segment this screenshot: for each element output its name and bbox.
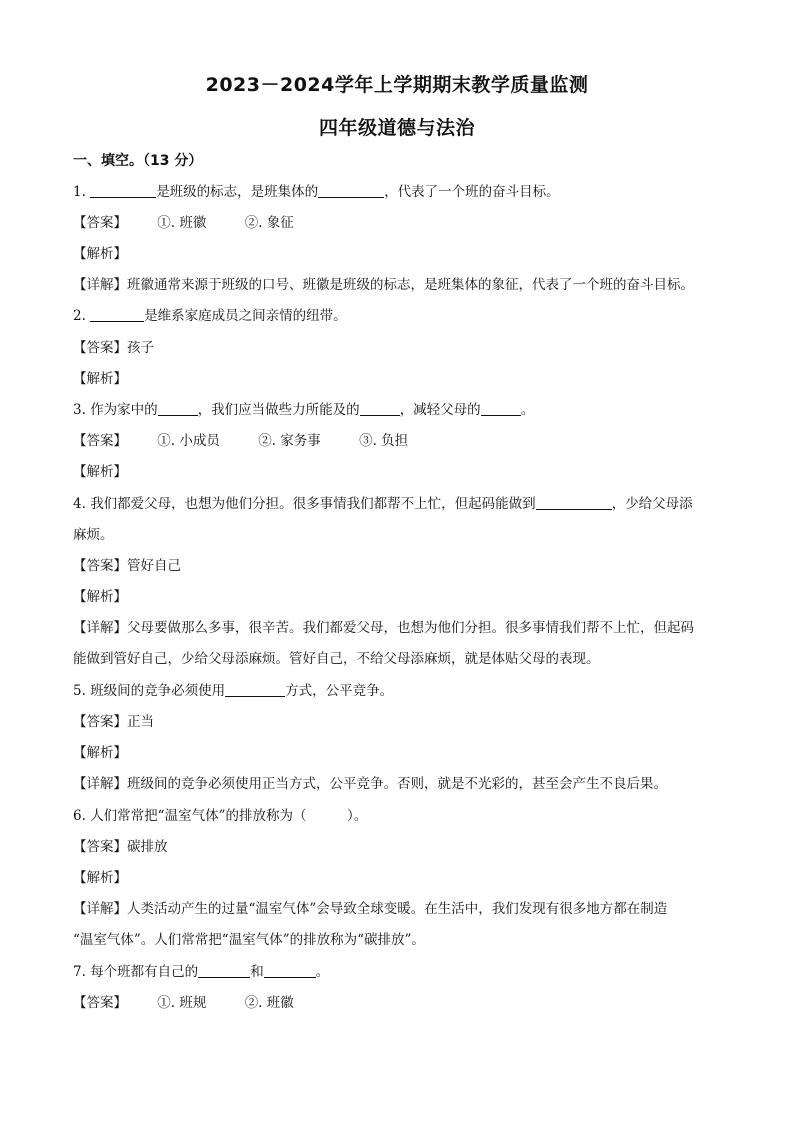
analysis-1 xyxy=(73,244,723,264)
question-text: 是班级的标志，是班集体的 xyxy=(156,184,319,200)
answer-option: ①. 班徽 xyxy=(157,215,207,231)
blank-line xyxy=(536,495,612,510)
analysis-4 xyxy=(73,587,723,607)
answer-text: 管好自己 xyxy=(127,558,181,574)
detail-text: 班徽通常来源于班级的口号、班徽是班级的标志，是班集体的象征，代表了一个班的奋斗目标。 xyxy=(127,277,694,293)
analysis-label: 【解析】 xyxy=(73,745,127,761)
question-1 xyxy=(73,182,723,202)
answer-2 xyxy=(73,338,723,358)
analysis-label: 【解析】 xyxy=(73,589,127,605)
question-4-cont xyxy=(73,525,723,545)
blank-line xyxy=(360,401,400,416)
answer-option: ②. 班徽 xyxy=(244,995,294,1011)
question-number: 7. xyxy=(73,964,86,980)
question-number: 2. xyxy=(73,308,86,324)
answer-label: 【答案】 xyxy=(73,995,127,1011)
document-title: 2023－2024学年上学期期末教学质量监测 xyxy=(205,74,589,96)
blank-line xyxy=(90,183,156,198)
detail-text: “温室气体”。人们常常把“温室气体”的排放称为“碳排放”。 xyxy=(73,932,425,948)
blank-line xyxy=(198,963,250,978)
detail-4 xyxy=(73,618,723,638)
answer-label: 【答案】 xyxy=(73,340,127,356)
analysis-5 xyxy=(73,743,723,763)
answer-text: 孩子 xyxy=(127,340,154,356)
question-5 xyxy=(73,681,723,701)
answer-label: 【答案】 xyxy=(73,215,127,231)
answer-3 xyxy=(73,431,723,451)
detail-6 xyxy=(73,899,723,919)
detail-1 xyxy=(73,275,723,295)
question-text: 。 xyxy=(520,402,535,418)
detail-label: 【详解】 xyxy=(73,776,127,792)
answer-label: 【答案】 xyxy=(73,714,127,730)
section-heading: 一、填空。（13 分） xyxy=(73,153,203,169)
detail-text: 父母要做那么多事，很辛苦。我们都爱父母，也想为他们分担。很多事情我们帮不上忙，但起码 xyxy=(127,620,694,636)
analysis-6 xyxy=(73,868,723,888)
detail-text: 人类活动产生的过量“温室气体”会导致全球变暖。在生活中，我们发现有很多地方都在制造 xyxy=(127,901,668,917)
answer-6 xyxy=(73,837,723,857)
question-text: 和 xyxy=(250,964,264,980)
analysis-label: 【解析】 xyxy=(73,870,127,886)
analysis-2 xyxy=(73,369,723,389)
answer-label: 【答案】 xyxy=(73,433,127,449)
question-7 xyxy=(73,962,723,982)
question-text: 人们常常把“温室气体”的排放称为（ ）。 xyxy=(90,808,368,824)
question-text: 方式，公平竞争。 xyxy=(285,683,394,699)
detail-label: 【详解】 xyxy=(73,620,127,636)
blank-line xyxy=(264,963,316,978)
answer-1 xyxy=(73,213,723,233)
document-subtitle: 四年级道德与法治 xyxy=(318,117,475,139)
question-text: ，减轻父母的 xyxy=(399,402,481,418)
detail-label: 【详解】 xyxy=(73,901,127,917)
detail-text: 能做到管好自己，少给父母添麻烦。管好自己，不给父母添麻烦，就是体贴父母的表现。 xyxy=(73,651,600,667)
answer-7 xyxy=(73,993,723,1013)
detail-4-cont xyxy=(73,649,723,669)
question-text: ，代表了一个班的奋斗目标。 xyxy=(384,184,560,200)
question-4 xyxy=(73,494,723,514)
question-number: 5. xyxy=(73,683,86,699)
answer-option: ②. 家务事 xyxy=(258,433,321,449)
analysis-label: 【解析】 xyxy=(73,464,127,480)
answer-5 xyxy=(73,712,723,732)
question-text: 每个班都有自己的 xyxy=(90,964,199,980)
blank-line xyxy=(225,682,285,697)
answer-option: ③. 负担 xyxy=(359,433,409,449)
question-number: 4. xyxy=(73,496,86,512)
question-text: 作为家中的 xyxy=(90,402,158,418)
answer-label: 【答案】 xyxy=(73,839,127,855)
question-text: ，我们应当做些力所能及的 xyxy=(197,402,360,418)
question-text: 麻烦。 xyxy=(73,527,114,543)
detail-label: 【详解】 xyxy=(73,277,127,293)
detail-6-cont xyxy=(73,930,723,950)
question-text: 。 xyxy=(315,964,330,980)
blank-line xyxy=(90,307,144,322)
answer-option: ②. 象征 xyxy=(244,215,294,231)
question-text: 我们都爱父母，也想为他们分担。很多事情我们都帮不上忙，但起码能做到 xyxy=(90,496,536,512)
answer-label: 【答案】 xyxy=(73,558,127,574)
question-number: 3. xyxy=(73,402,86,418)
question-number: 6. xyxy=(73,808,86,824)
question-text: 是维系家庭成员之间亲情的纽带。 xyxy=(144,308,347,324)
question-text: 班级间的竞争必须使用 xyxy=(90,683,226,699)
blank-line xyxy=(318,183,384,198)
blank-line xyxy=(158,401,198,416)
answer-text: 正当 xyxy=(127,714,154,730)
answer-text: 碳排放 xyxy=(127,839,168,855)
answer-4 xyxy=(73,556,723,576)
question-2 xyxy=(73,306,723,326)
blank-line xyxy=(481,401,521,416)
analysis-3 xyxy=(73,462,723,482)
answer-option: ①. 小成员 xyxy=(157,433,220,449)
question-6 xyxy=(73,806,723,826)
analysis-label: 【解析】 xyxy=(73,246,127,262)
question-3 xyxy=(73,400,723,420)
question-text: ，少给父母添 xyxy=(611,496,693,512)
detail-text: 班级间的竞争必须使用正当方式，公平竞争。否则，就是不光彩的，甚至会产生不良后果。 xyxy=(127,776,667,792)
analysis-label: 【解析】 xyxy=(73,371,127,387)
detail-5 xyxy=(73,774,723,794)
answer-option: ①. 班规 xyxy=(157,995,207,1011)
question-number: 1. xyxy=(73,184,86,200)
